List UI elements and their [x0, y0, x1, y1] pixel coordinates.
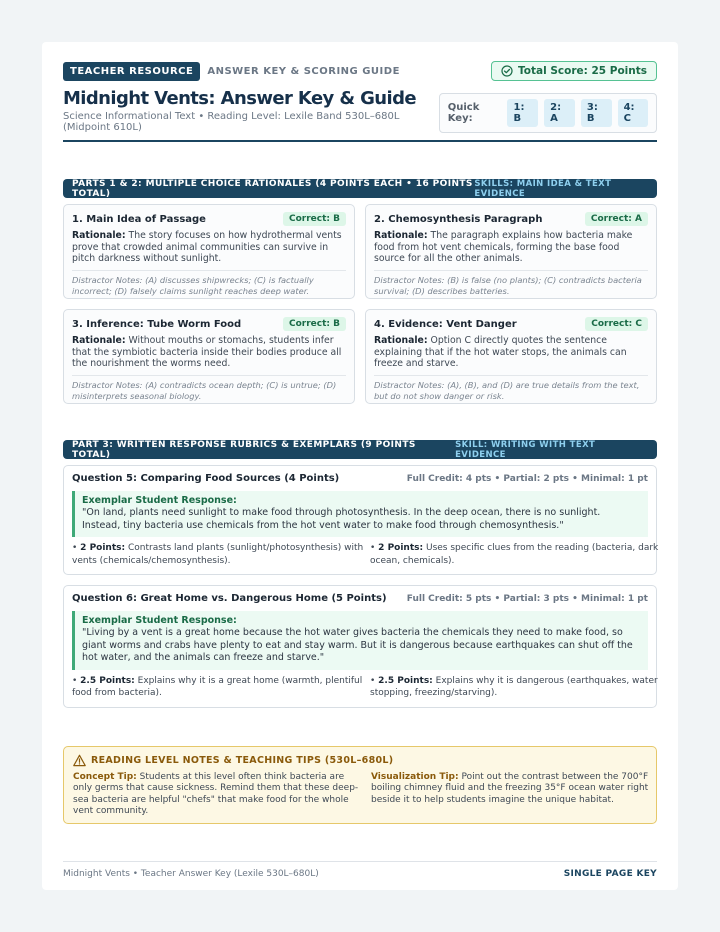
quick-key-item: 3: B — [581, 99, 612, 127]
point-text: Uses specific clues from the reading (bacteria, dark ocean, chemicals). — [370, 543, 659, 566]
mc-card-4 — [365, 309, 657, 404]
concept-tip — [73, 772, 365, 818]
point-label: 2.5 Points: — [80, 675, 135, 686]
point-text: Explains why it is a great home (warmth, plentiful food from bacteria). — [72, 675, 363, 698]
rubric-points — [72, 542, 659, 567]
tip-label: Concept Tip: — [73, 771, 137, 782]
card-title: 1. Main Idea of Passage — [72, 213, 206, 225]
warning-triangle-icon — [73, 754, 86, 767]
rationale-label: Rationale: — [72, 335, 126, 346]
distractor-notes: Distractor Notes: (A) contradicts ocean depth; (C) is untrue; (D) misinterprets seasonal biology. — [72, 375, 346, 402]
credit-scale: Full Credit: 4 pts • Partial: 2 pts • Minimal: 1 pt — [406, 473, 648, 484]
page-title: Midnight Vents: Answer Key & Guide — [63, 88, 416, 109]
card-head — [72, 212, 346, 226]
rubric-point: • 2.5 Points: Explains why it is a great home (warmth, plentiful food from bacteria). — [72, 675, 363, 698]
rubric-point: • 2.5 Points: Explains why it is dangerous (earthquakes, water stopping, freezing/starving). — [370, 675, 658, 698]
rationale-text: Option C directly quotes the sentence explaining that if the hot water stops, the animals can freeze and starve. — [374, 335, 627, 369]
quick-key-item: 2: A — [544, 99, 575, 127]
tip-text: Students at this level often think bacteria are only germs that cause sickness. Remind them that these deep-sea bacteria are helpful "chefs" that make food for the whole vent community. — [73, 771, 359, 816]
correct-badge: Correct: B — [283, 317, 346, 331]
rationale-text: Without mouths or stomachs, students infer that the symbiotic bacteria inside their bodies produce all the nourishment the worms need. — [72, 335, 342, 369]
quick-key-item: 1: B — [507, 99, 538, 127]
correct-badge: Correct: C — [585, 317, 648, 331]
correct-badge: Correct: A — [585, 212, 648, 226]
rationale-label: Rationale: — [72, 230, 126, 241]
rationale-text: The paragraph explains how bacteria make food from hot vent chemicals, forming the base food source for all the other animals. — [374, 230, 633, 264]
correct-badge: Correct: B — [283, 212, 346, 226]
answer-key-page — [42, 42, 678, 890]
exemplar-text: "Living by a vent is a great home because the hot water gives bacteria the chemicals they need to make food, so giant worms and crabs have plenty to eat and stay warm. But it is dangerous because earthquakes can shut off the hot water, and the animals can freeze and starve." — [82, 627, 633, 663]
quick-key-item: 4: C — [618, 99, 648, 127]
card-head — [374, 317, 648, 331]
mc-grid — [63, 204, 657, 404]
point-text: Explains why it is dangerous (earthquakes, water stopping, freezing/starving). — [370, 675, 658, 698]
rationale — [72, 230, 346, 265]
tips-header — [73, 754, 647, 767]
rubric-point: • 2 Points: Uses specific clues from the reading (bacteria, dark ocean, chemicals). — [370, 543, 659, 566]
rubric-point: • 2 Points: Contrasts land plants (sunlight/photosynthesis) with vents (chemicals/chemosynthesis). — [72, 543, 364, 566]
rationale — [374, 230, 648, 265]
part12-header — [63, 179, 657, 198]
part3-title: PART 3: WRITTEN RESPONSE RUBRICS & EXEMPLARS (9 POINTS TOTAL) — [72, 439, 416, 460]
tips-title: READING LEVEL NOTES & TEACHING TIPS (530L–680L) — [91, 754, 394, 766]
mc-card-2 — [365, 204, 657, 299]
rationale-text: The story focuses on how hydrothermal vents prove that crowded animal communities can survive in pitch darkness without sunlight. — [72, 230, 342, 264]
header-tags — [63, 62, 400, 81]
teaching-tips-box — [63, 746, 657, 824]
tip-text: Point out the contrast between the 700°F boiling chimney fluid and the freezing 35°F ocean water right beside it to help students imagine the unique habitat. — [371, 771, 649, 805]
question-title: Question 5: Comparing Food Sources (4 Points) — [72, 473, 340, 484]
point-text: Contrasts land plants (sunlight/photosynthesis) with vents (chemicals/chemosynthesis). — [72, 543, 364, 566]
point-label: 2 Points: — [80, 543, 126, 553]
exemplar-box — [72, 491, 648, 537]
footer-right: SINGLE PAGE KEY — [563, 868, 657, 879]
part12-skills: SKILLS: MAIN IDEA & TEXT EVIDENCE — [474, 178, 612, 199]
exemplar-box — [72, 611, 648, 670]
rationale — [374, 335, 648, 370]
question-head — [72, 473, 648, 484]
title-block — [63, 88, 439, 133]
quick-key-label: Quick Key: — [447, 102, 480, 124]
rationale — [72, 335, 346, 370]
question-6-card — [63, 585, 657, 708]
distractor-notes: Distractor Notes: (A), (B), and (D) are true details from the text, but do not show danger or risk. — [374, 375, 648, 402]
page-subtitle: Science Informational Text • Reading Level: Lexile Band 530L–680L (Midpoint 610L) — [63, 111, 400, 133]
question-head — [72, 593, 648, 604]
rationale-label: Rationale: — [374, 230, 428, 241]
tip-label: Visualization Tip: — [371, 771, 459, 782]
part3-skills: SKILL: WRITING WITH TEXT EVIDENCE — [455, 439, 596, 460]
visualization-tip — [371, 772, 663, 818]
part3-section — [63, 440, 657, 708]
header-top — [63, 60, 657, 82]
card-title: 4. Evidence: Vent Danger — [374, 318, 517, 330]
exemplar-label: Exemplar Student Response: — [82, 495, 237, 506]
total-score-badge — [491, 61, 657, 81]
question-5-card — [63, 465, 657, 575]
page-content — [63, 60, 657, 879]
total-score-text: Total Score: 25 Points — [517, 65, 647, 77]
distractor-notes: Distractor Notes: (B) is false (no plants); (C) contradicts bacteria survival; (D) describes batteries. — [374, 270, 648, 297]
point-label: 2 Points: — [378, 543, 424, 553]
answer-key-tag: ANSWER KEY & SCORING GUIDE — [207, 65, 400, 77]
exemplar-label: Exemplar Student Response: — [82, 615, 237, 626]
mc-card-1 — [63, 204, 355, 299]
part3-header — [63, 440, 657, 459]
card-head — [374, 212, 648, 226]
distractor-notes: Distractor Notes: (A) discusses shipwrecks; (C) is factually incorrect; (D) falsely claims sunlight reaches deep water. — [72, 270, 346, 297]
rubric-points — [72, 675, 658, 700]
exemplar-text: "On land, plants need sunlight to make food through photosynthesis. In the deep ocean, there is no sunlight. Instead, tiny bacteria use chemicals from the hot vent water to make food through chemosynthesis." — [82, 507, 601, 531]
rationale-label: Rationale: — [374, 335, 428, 346]
part12-section — [63, 179, 657, 404]
quick-key-box — [439, 93, 657, 133]
point-label: 2.5 Points: — [378, 675, 433, 686]
teacher-resource-tag: TEACHER RESOURCE — [63, 62, 200, 81]
check-circle-icon — [501, 65, 513, 77]
tips-grid — [73, 772, 647, 818]
header-main — [63, 88, 657, 142]
question-title: Question 6: Great Home vs. Dangerous Home (5 Points) — [72, 593, 387, 604]
page-footer — [63, 861, 657, 879]
card-title: 3. Inference: Tube Worm Food — [72, 318, 242, 330]
card-title: 2. Chemosynthesis Paragraph — [374, 213, 543, 225]
part12-title: PARTS 1 & 2: MULTIPLE CHOICE RATIONALES (4 POINTS EACH • 16 POINTS TOTAL) — [72, 178, 473, 199]
footer-left: Midnight Vents • Teacher Answer Key (Lexile 530L–680L) — [63, 868, 319, 879]
credit-scale: Full Credit: 5 pts • Partial: 3 pts • Minimal: 1 pt — [406, 593, 648, 604]
mc-card-3 — [63, 309, 355, 404]
card-head — [72, 317, 346, 331]
